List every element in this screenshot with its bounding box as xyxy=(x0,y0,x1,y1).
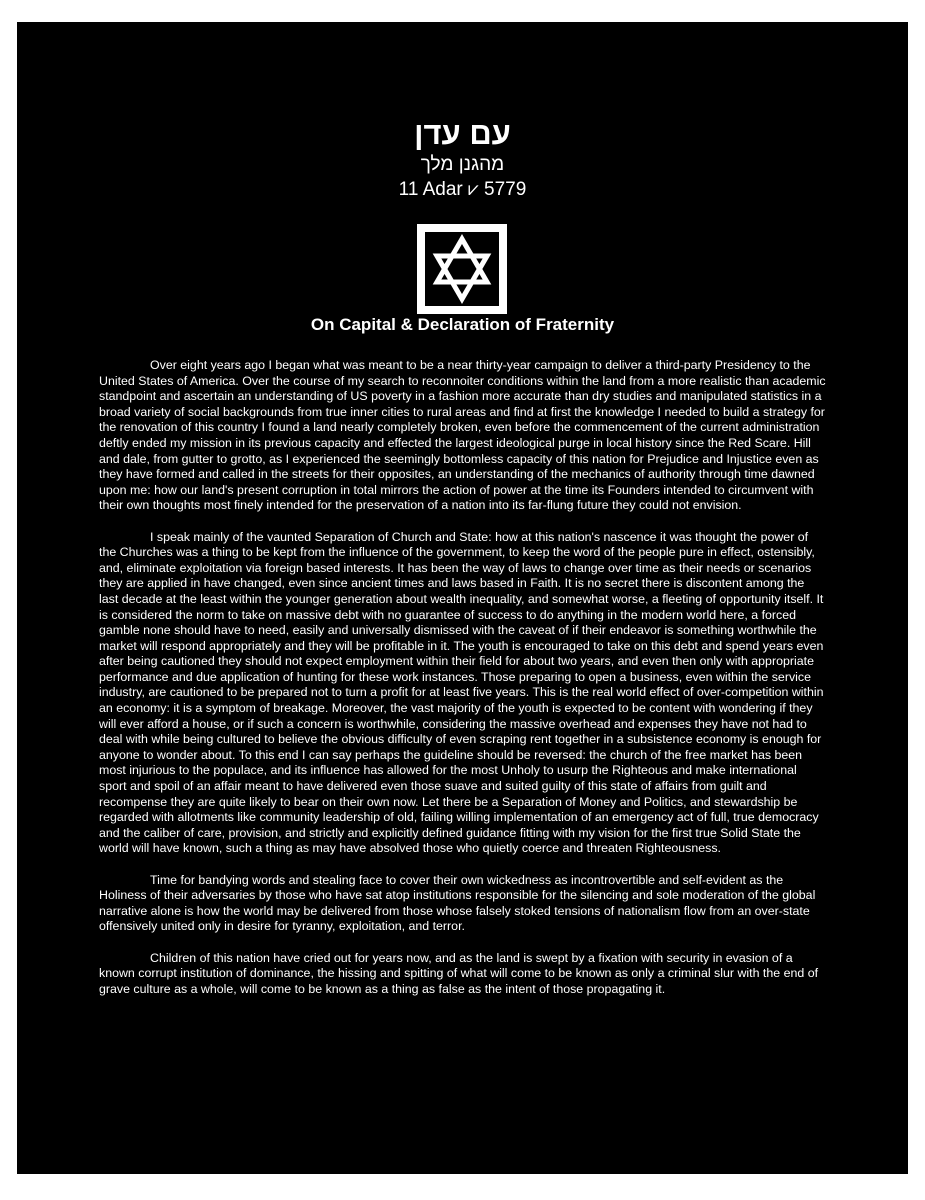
document-heading: On Capital & Declaration of Fraternity xyxy=(310,315,615,334)
page-subtitle: מהגנן מלך xyxy=(420,154,505,175)
star-of-david-icon xyxy=(417,224,507,314)
document-header xyxy=(17,115,908,202)
document-body xyxy=(99,358,826,1013)
paragraph: Time for bandying words and stealing face to cover their own wickedness as incontrovertible and self-evident as the Holiness of their adversaries by those who have sat atop institutions responsible for the silencing and sole moderation of the global narrative alone is how the world may be delivered from those whose falsely stoked tensions of nationalism flow from an over-state offensively united only in desire for tyranny, exploitation, and terror. xyxy=(99,872,816,934)
document-page xyxy=(17,22,908,1174)
date-line: 11 Adar ⩗ 5779 xyxy=(398,179,527,200)
page-title: עם עדן xyxy=(414,116,511,151)
paragraph: Over eight years ago I began what was meant to be a near thirty-year campaign to deliver a third-party Presidency to the United States of America. Over the course of my search to reconnoiter conditions within the land from a more realistic than academic standpoint and ascertain an understanding of US poverty in a fashion more accurate than dry studies and manipulated statistics in a broad variety of social backgrounds from true inner cities to rural areas and find at first the knowledge I needed to build a strategy for the renovation of this country I found a land nearly completely broken, even before the commencement of the current administration deftly ended my mission in its previous capacity and effected the largest ideological purge in local history since the Red Scare. Hill and dale, from gutter to grotto, as I experienced the seemingly bottomless capacity of this nation for Prejudice and Injustice even as they have formed and called in the streets for their opposites, an understanding of the mechanics of authority through time dawned upon me: how our land's present corruption in total mirrors the action of power at the time its Founders intended to circumvent with their own thoughts most finely intended for the preservation of a nation into its far-flung future they could not envision. xyxy=(99,358,826,513)
paragraph: I speak mainly of the vaunted Separation of Church and State: how at this nation's nascence it was thought the power of the Churches was a thing to be kept from the influence of the government, to keep the word of the people pure in effect, ostensibly, and, eliminate exploitation via foreign based interests. It has been the way of laws to change over time as their needs or scenarios they are applied in have changed, even since ancient times and laws based in Faith. It is no secret there is discontent among the last decade at the least within the younger generation about wealth inequality, and somewhat worse, a fleeting of opportunity itself. It is considered the norm to take on massive debt with no guarantee of success to do anything in the modern world here, a forced gamble none should have to need, easily and universally dismissed with the caveat of if their endeavor is something worthwhile the market will respond appropriately and they will be profitable in it. The youth is encouraged to take on this debt and spend years even after being cautioned they should not expect employment within their field for about two years, and even then only with appropriate performance and due application of hunting for these work instances. Those preparing to open a business, even within the service industry, are cautioned to be prepared not to turn a profit for at least five years. This is the real world effect of over-competition within an economy: it is a symptom of breakage. Moreover, the vast majority of the youth is expected to be content with wondering if they will ever afford a house, or if such a concern is worthwhile, considering the massive overhead and expenses they have not had to deal with while being cultured to believe the obvious difficulty of even scraping rent together in a subsistence economy is enough for anyone to wonder about. To this end I can say perhaps the guideline should be reversed: the church of the free market has been most injurious to the populace, and its influence has allowed for the most Unholy to usurp the Righteous and make international sport and spoil of an affair meant to have delivered even those suave and suited guilty of this state of affairs from guilt and recompense they are quite likely to bear on their own now. Let there be a Separation of Money and Politics, and stewardship be regarded with allotments like community leadership of old, failing willing implementation of an emergency act of full, true democracy and the caliber of care, provision, and strictly and explicitly defined guidance fitting with my vision for the first true Solid State the world will have known, such a thing as may have absolved those who quietly coerce and threaten Righteousness. xyxy=(99,529,824,856)
paragraph: Children of this nation have cried out for years now, and as the land is swept by a fixation with security in evasion of a known corrupt institution of dominance, the hissing and spitting of what will come to be known as only a criminal slur with the end of grave culture as a whole, will come to be known as a thing as false as the intent of those propagating it. xyxy=(99,950,819,996)
